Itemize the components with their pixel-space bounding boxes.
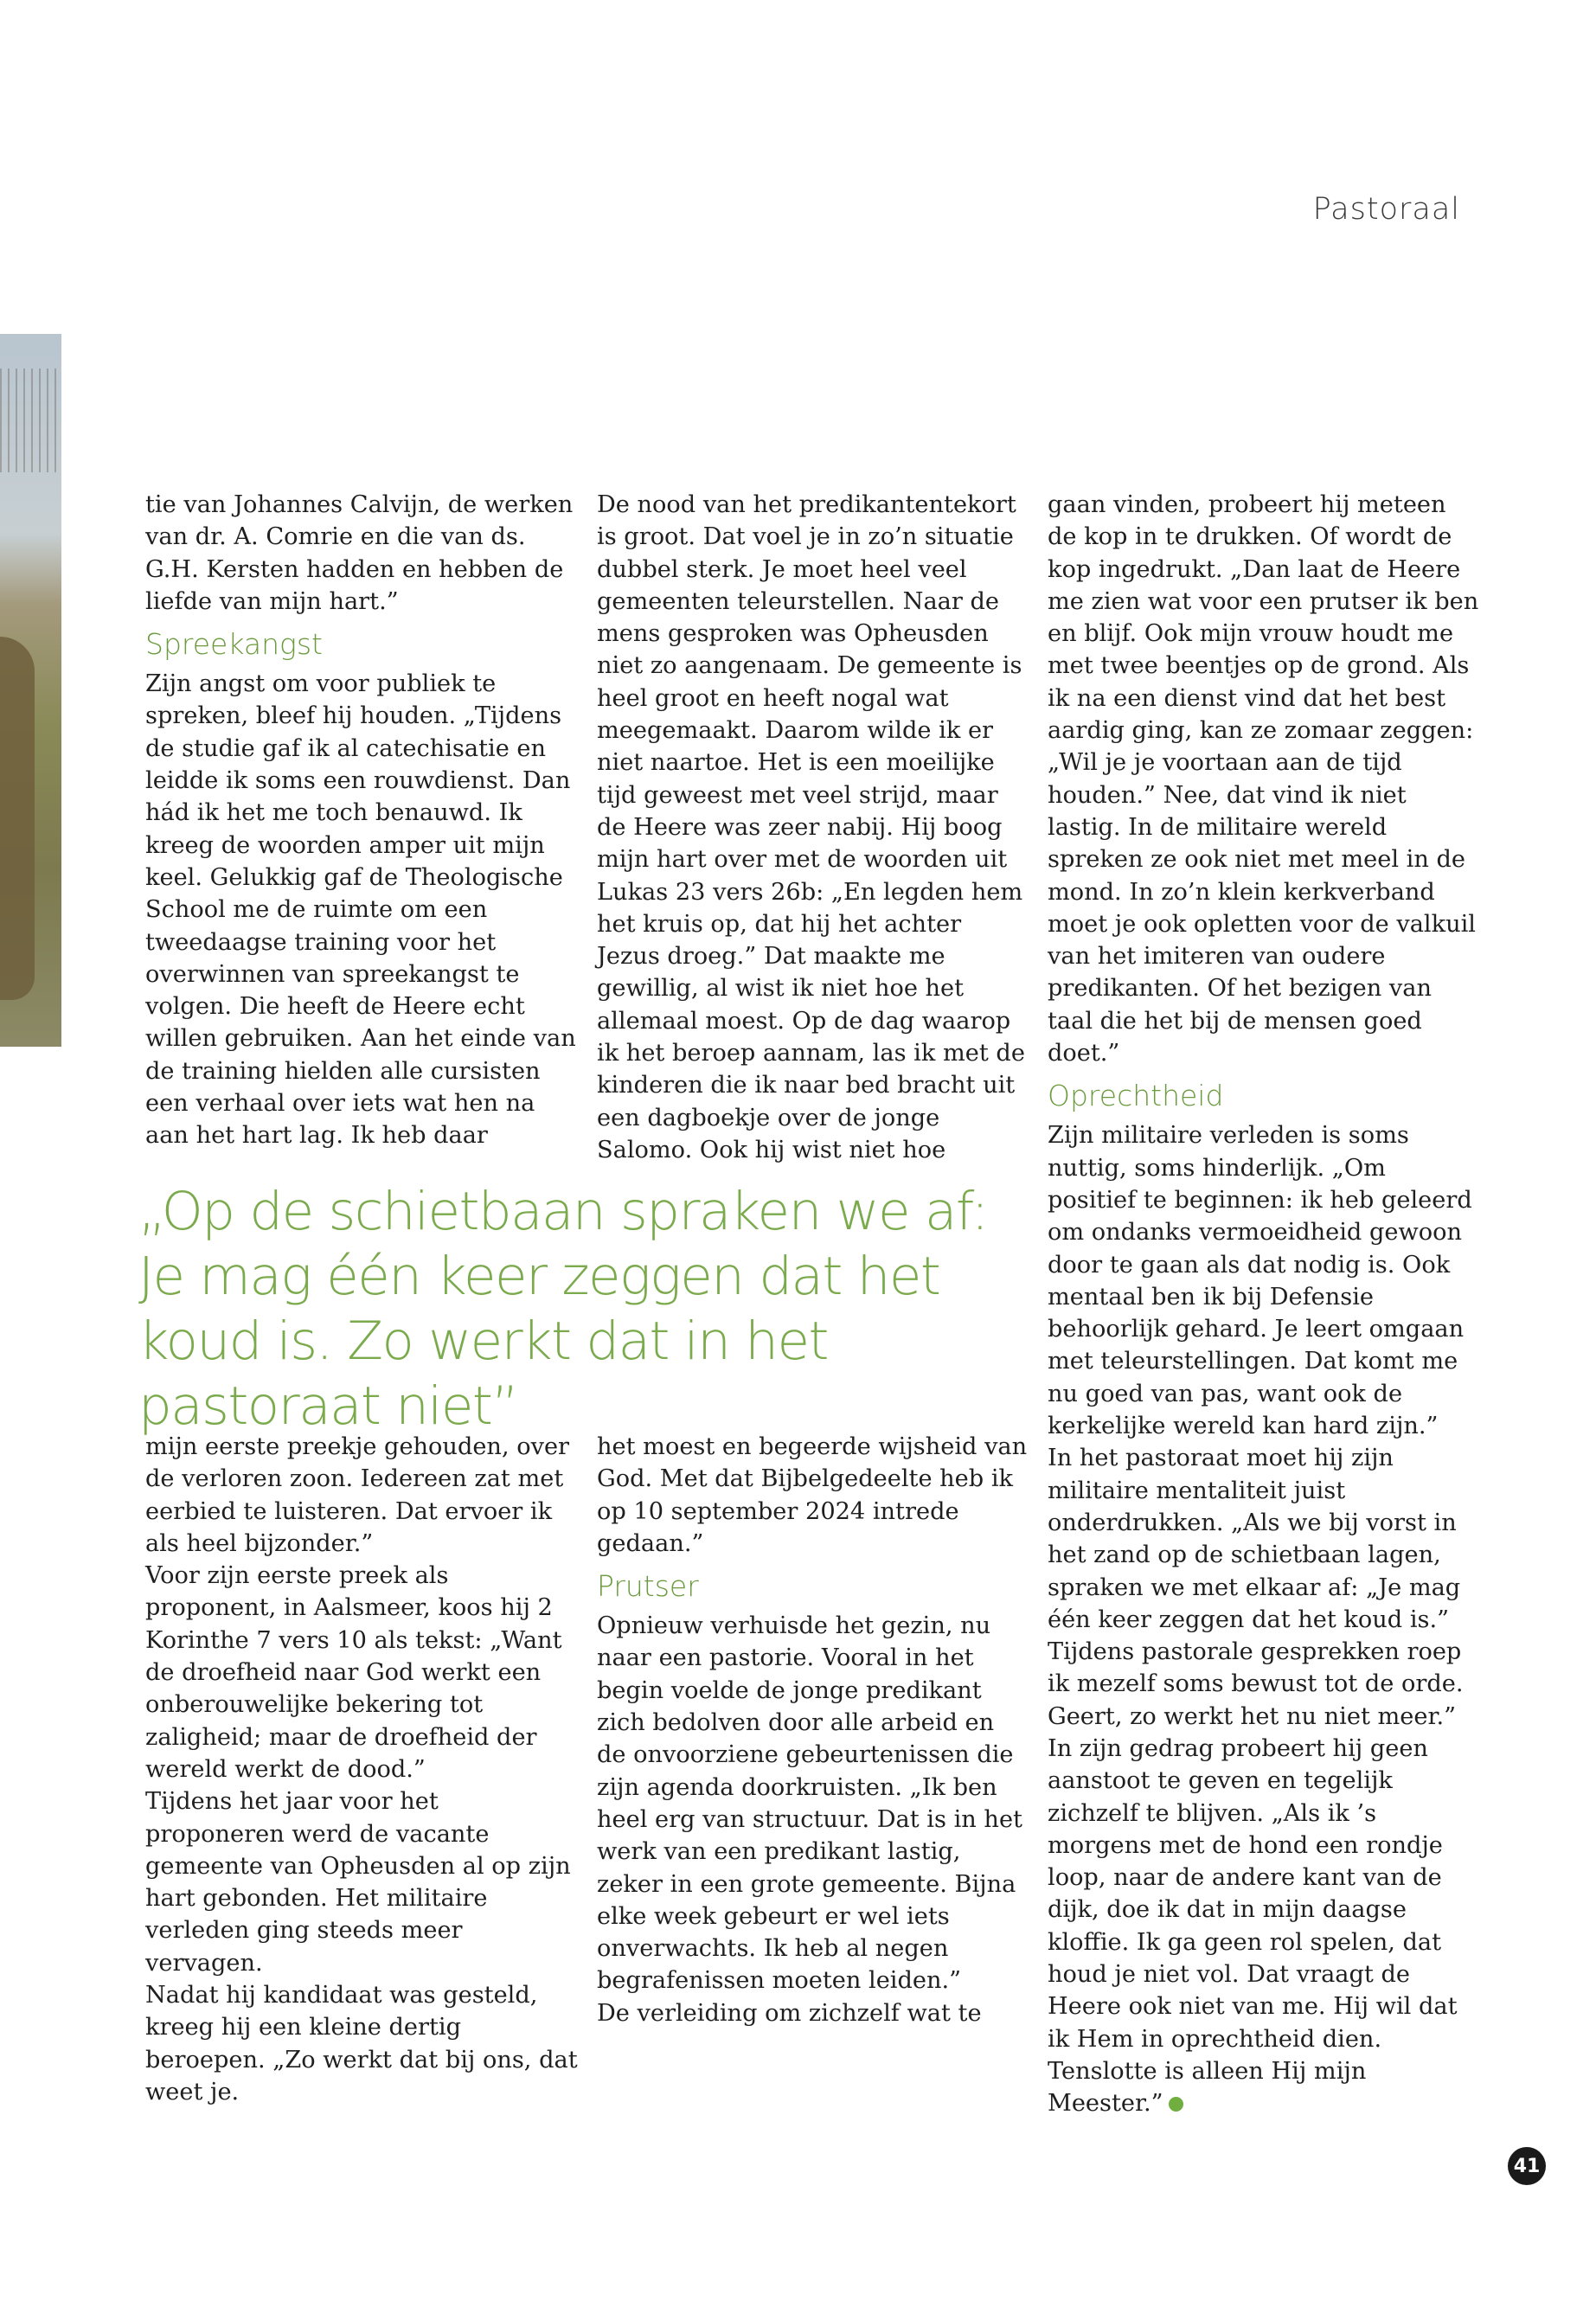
paragraph: Zijn angst om voor publiek te spreken, bleef hij houden. „Tijdens de studie gaf ik al catechisatie en leidde ik soms een rouwdienst. Dan hád ik het me toch benauwd. Ik kreeg de woorden amper uit mijn keel. Gelukkig gaf de Theologische School me de ruimte om een tweedaagse training voor het overwinnen van spreekangst te volgen. Die heeft de Heere echt willen gebruiken. Aan het einde van de training hielden alle cursisten een verhaal over iets wat hen na aan het hart lag. Ik heb daar <box>145 670 576 1150</box>
photo-strip <box>0 334 61 1047</box>
pull-quote: „Op de schietbaan spraken we af: Je mag één keer zeggen dat het koud is. Zo werkt dat in het pastoraat niet” <box>138 1181 988 1437</box>
page-number: 41 <box>1508 2147 1546 2185</box>
bear-figure <box>0 637 35 1000</box>
paragraph: De verleiding om zichzelf wat te <box>597 1999 982 2027</box>
column-1-top <box>145 489 578 1152</box>
paragraph: Opnieuw verhuisde het gezin, nu naar een pastorie. Vooral in het begin voelde de jonge predikant zich bedolven door alle arbeid en de onvoorziene gebeurtenissen die zijn agenda doorkruisten. „Ik ben heel erg van structuur. Dat is in het werk van een predikant lastig, zeker in een grote gemeente. Bijna elke week gebeurt er wel iets onverwachts. Ik heb al negen begrafenissen moeten leiden.” <box>597 1612 1022 1995</box>
paragraph-final <box>1048 1733 1480 2120</box>
paragraph: Tijdens het jaar voor het proponeren werd de vacante gemeente van Opheusden al op zijn hart gebonden. Het militaire verleden ging steeds meer vervagen. <box>145 1788 571 1977</box>
end-mark-icon <box>1169 2097 1183 2112</box>
paragraph: Nadat hij kandidaat was gesteld, kreeg hij een kleine dertig beroepen. „Zo werkt dat bij ons, dat weet je. <box>145 1982 578 2106</box>
subheading-oprechtheid: Oprechtheid <box>1048 1079 1224 1113</box>
column-3 <box>1048 489 1480 2120</box>
subheading-prutser: Prutser <box>597 1569 699 1604</box>
final-text: In zijn gedrag probeert hij geen aanstoot te geven en tegelijk zichzelf te blijven. „Als ik ’s morgens met de hond een rondje loop, naar de andere kant van de dijk, doe ik dat in mijn daagse kloffie. Ik ga geen rol spelen, dat houd je niet vol. Dat vraagt de Heere ook niet van me. Hij wil dat ik Hem in oprechtheid dien. Tenslotte is alleen Hij mijn Meester.” <box>1048 1734 1458 2118</box>
paragraph: Voor zijn eerste preek als proponent, in Aalsmeer, koos hij 2 Korinthe 7 vers 10 als tekst: „Want de droefheid naar God werkt een onberouwelijke bekering tot zaligheid; maar de droefheid der wereld werkt de dood.” <box>145 1562 562 1783</box>
paragraph: De nood van het predikantentekort is groot. Dat voel je in zo’n situatie dubbel sterk. Je moet heel veel gemeenten teleurstellen. Naar de mens gesproken was Opheusden niet zo aangenaam. De gemeente is heel groot en heeft nogal wat meegemaakt. Daarom wilde ik er niet naartoe. Het is een moeilijke tijd geweest met veel strijd, maar de Heere was zeer nabij. Hij boog mijn hart over met de woorden uit Lukas 23 vers 26b: „En legden hem het kruis op, dat hij het achter Jezus droeg.” Dat maakte me gewillig, al wist ik niet hoe het allemaal moest. Op de dag waarop ik het beroep aannam, las ik met de kinderen die ik naar bed bracht uit een dagboekje over de jonge Salomo. Ook hij wist niet hoe <box>597 491 1025 1163</box>
paragraph: In het pastoraat moet hij zijn militaire mentaliteit juist onderdrukken. „Als we bij vorst in het zand op de schietbaan lagen, spraken we met elkaar af: „Je mag één keer zeggen dat het koud is.” Tijdens pastorale gesprekken roep ik mezelf soms bewust tot de orde. Geert, zo werkt het nu niet meer.” <box>1048 1445 1464 1730</box>
tree-branches <box>0 369 61 472</box>
column-2-bottom <box>597 1431 1029 2029</box>
paragraph: tie van Johannes Calvijn, de werken van dr. A. Comrie en die van ds. G.H. Kersten hadden en hebben de liefde van mijn hart.” <box>145 491 574 615</box>
column-2-top <box>597 489 1029 1166</box>
section-label: Pastoraal <box>1312 192 1460 227</box>
column-1-bottom <box>145 1431 578 2108</box>
subheading-spreekangst: Spreekangst <box>145 627 323 662</box>
paragraph: mijn eerste preekje gehouden, over de verloren zoon. Iedereen zat met eerbied te luisteren. Dat ervoer ik als heel bijzonder.” <box>145 1433 570 1557</box>
paragraph: gaan vinden, probeert hij meteen de kop in te drukken. Of wordt de kop ingedrukt. „Dan laat de Heere me zien wat voor een prutser ik ben en blijf. Ook mijn vrouw houdt me met twee beentjes op de grond. Als ik na een dienst vind dat het best aardig ging, kan ze zomaar zeggen: „Wil je je voortaan aan de tijd houden.” Nee, dat vind ik niet lastig. In de militaire wereld spreken ze ook niet met meel in de mond. In zo’n klein kerkverband moet je ook opletten voor de valkuil van het imiteren van oudere predikanten. Of het bezigen van taal die het bij de mensen goed doet.” <box>1048 491 1479 1067</box>
paragraph: Zijn militaire verleden is soms nuttig, soms hinderlijk. „Om positief te beginnen: ik heb geleerd om ondanks vermoeidheid gewoon door te gaan als dat nodig is. Ook mentaal ben ik bij Defensie behoorlijk gehard. Je leert omgaan met teleurstellingen. Dat komt me nu goed van pas, want ook de kerkelijke wereld kan hard zijn.” <box>1048 1122 1472 1440</box>
paragraph: het moest en begeerde wijsheid van God. Met dat Bijbelgedeelte heb ik op 10 september 2024 intrede gedaan.” <box>597 1433 1028 1557</box>
